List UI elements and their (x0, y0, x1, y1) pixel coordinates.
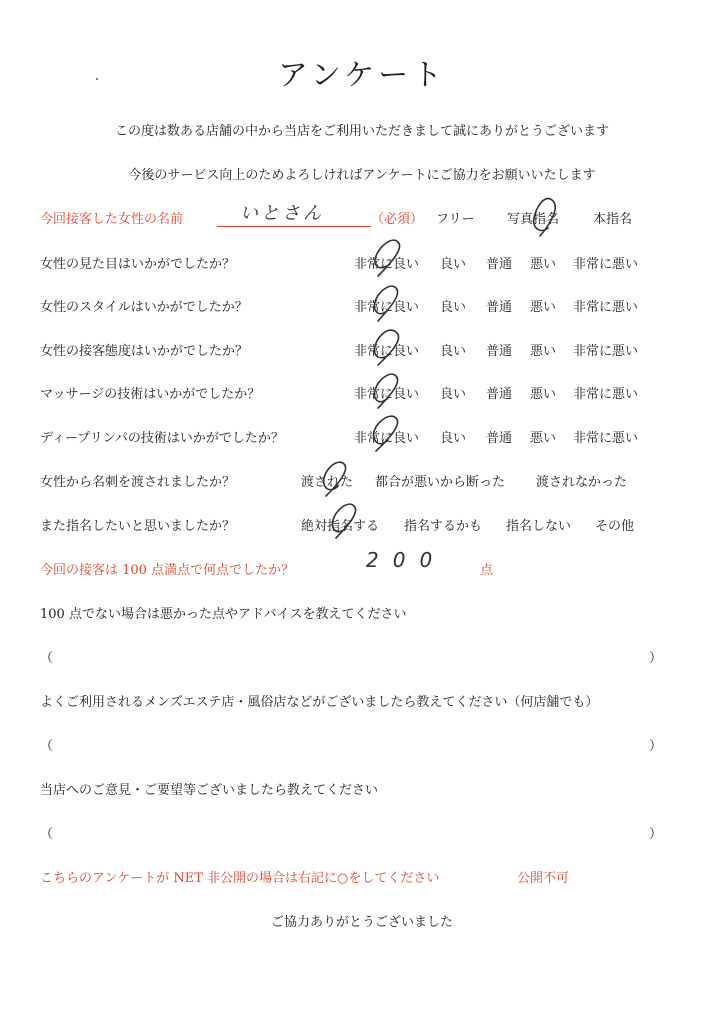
score-label: 今回の接客は 100 点満点で何点でしたか？ (40, 563, 295, 578)
option-bad[interactable]: 悪い (530, 300, 557, 315)
question-feedback: 当店へのご意見・ご要望等ございましたら教えてください (40, 783, 379, 798)
option-very-bad[interactable]: 非常に悪い (573, 257, 639, 272)
option-bad[interactable]: 悪い (530, 344, 557, 359)
option-good[interactable]: 良い (440, 431, 467, 446)
option-very-bad[interactable]: 非常に悪い (573, 387, 639, 402)
option-received[interactable]: 渡された (301, 475, 354, 490)
name-label: 今回接客した女性の名前 (40, 212, 184, 227)
name-underline (217, 226, 371, 227)
option-definitely[interactable]: 絶対指名する (301, 519, 380, 534)
option-very-good[interactable]: 非常に良い (354, 300, 420, 315)
question-lymph: ディープリンパの技術はいかがでしたか？ (40, 431, 284, 446)
answer-other-shops[interactable] (60, 735, 640, 753)
option-other[interactable]: その他 (595, 519, 635, 534)
paren-open: （ (40, 739, 54, 754)
option-main-nomination[interactable]: 本指名 (593, 212, 633, 227)
option-very-good[interactable]: 非常に良い (354, 257, 420, 272)
question-advice: 100 点でない場合は悪かった点やアドバイスを教えてください (40, 607, 407, 622)
option-good[interactable]: 良い (440, 300, 467, 315)
option-very-bad[interactable]: 非常に悪い (573, 344, 639, 359)
option-not-received[interactable]: 渡されなかった (536, 475, 628, 490)
option-average[interactable]: 普通 (486, 387, 513, 402)
option-bad[interactable]: 悪い (530, 431, 557, 446)
option-photo-nomination[interactable]: 写真指名 (507, 212, 560, 227)
option-average[interactable]: 普通 (486, 344, 513, 359)
option-very-bad[interactable]: 非常に悪い (573, 431, 639, 446)
option-very-bad[interactable]: 非常に悪い (573, 300, 639, 315)
intro-line-2: 今後のサービス向上のためよろしければアンケートにご協力をお願いいたします (128, 168, 596, 183)
question-repeat: また指名したいと思いましたか？ (40, 519, 236, 534)
answer-feedback[interactable] (60, 823, 640, 841)
option-very-good[interactable]: 非常に良い (354, 344, 420, 359)
privacy-text: こちらのアンケートが NET 非公開の場合は右記に○をしてください (40, 871, 440, 886)
option-very-good[interactable]: 非常に良い (354, 387, 420, 402)
paren-open: （ (40, 651, 54, 666)
option-no[interactable]: 指名しない (506, 519, 572, 534)
survey-title: アンケート (277, 58, 447, 93)
option-average[interactable]: 普通 (486, 431, 513, 446)
option-bad[interactable]: 悪い (530, 387, 557, 402)
paren-close: ） (649, 827, 663, 842)
question-card: 女性から名刺を渡されましたか？ (40, 475, 236, 490)
option-bad[interactable]: 悪い (530, 257, 557, 272)
answer-advice[interactable] (60, 647, 640, 665)
option-average[interactable]: 普通 (486, 300, 513, 315)
option-good[interactable]: 良い (440, 257, 467, 272)
score-handwritten[interactable]: 200 (366, 548, 447, 572)
intro-line-1: この度は数ある店舗の中から当店をご利用いただきまして誠にありがとうございます (114, 124, 609, 139)
privacy-option[interactable]: 公開不可 (517, 871, 570, 886)
question-style: 女性のスタイルはいかがでしたか？ (40, 300, 248, 315)
closing-message: ご協力ありがとうございました (270, 915, 453, 930)
name-handwritten[interactable]: いとさん (240, 203, 324, 224)
question-attitude: 女性の接客態度はいかがでしたか？ (40, 344, 249, 359)
option-average[interactable]: 普通 (486, 257, 513, 272)
option-good[interactable]: 良い (440, 387, 467, 402)
question-massage: マッサージの技術はいかがでしたか？ (40, 387, 261, 402)
paren-open: （ (40, 827, 54, 842)
paren-close: ） (649, 739, 663, 754)
option-maybe[interactable]: 指名するかも (404, 519, 483, 534)
score-unit: 点 (480, 563, 494, 578)
option-good[interactable]: 良い (440, 344, 467, 359)
required-note: （必須） (371, 212, 424, 227)
option-declined[interactable]: 都合が悪いから断った (375, 475, 506, 490)
option-very-good[interactable]: 非常に良い (354, 431, 420, 446)
question-other-shops: よくご利用されるメンズエステ店・風俗店などがございましたら教えてください（何店舗でも） (40, 695, 599, 710)
option-free[interactable]: フリー (436, 212, 475, 227)
question-looks: 女性の見た目はいかがでしたか？ (40, 257, 236, 272)
paren-close: ） (649, 651, 663, 666)
